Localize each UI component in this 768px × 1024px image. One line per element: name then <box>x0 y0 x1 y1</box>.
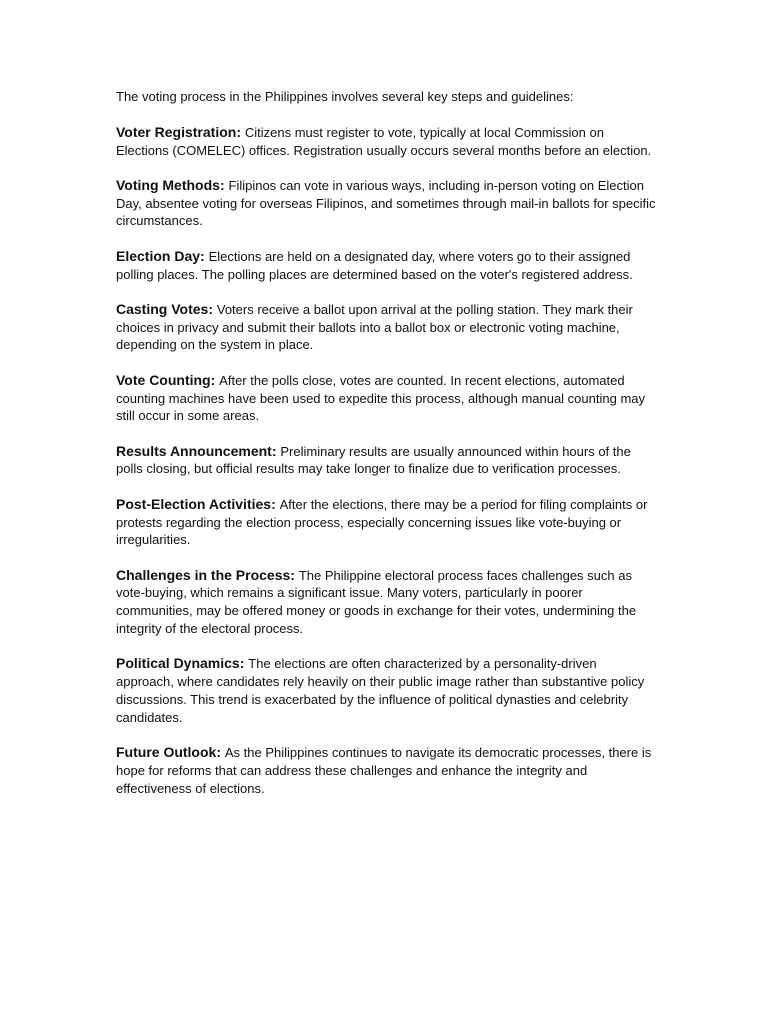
section-text: Citizens must register to vote, typically at local Commission on Elections (COMELEC) offices. Registration usually occurs several months before an election. <box>116 124 652 158</box>
section-future-outlook <box>116 744 656 797</box>
section-heading: Voter Registration: <box>116 123 245 140</box>
section-text: The Philippine electoral process faces challenges such as vote-buying, which remains a significant issue. Many voters, particularly in poorer communities, may be offered money or goods in exchange for their votes, undermining the integrity of the electoral process. <box>116 567 637 637</box>
section-challenges <box>116 567 656 638</box>
section-heading: Casting Votes: <box>116 300 217 317</box>
section-casting-votes <box>116 301 656 354</box>
section-results-announcement <box>116 443 656 479</box>
section-post-election-activities <box>116 496 656 549</box>
section-voter-registration <box>116 124 656 160</box>
document-page <box>116 88 656 815</box>
section-political-dynamics <box>116 655 656 726</box>
section-text: After the elections, there may be a period for filing complaints or protests regarding the election process, especially concerning issues like vote-buying or irregularities. <box>116 496 648 548</box>
section-text: Elections are held on a designated day, where voters go to their assigned polling places. The polling places are determined based on the voter's registered address. <box>116 248 633 282</box>
section-heading: Post-Election Activities: <box>116 495 280 512</box>
section-heading: Challenges in the Process: <box>116 566 299 583</box>
section-heading: Future Outlook: <box>116 744 225 761</box>
section-text: Preliminary results are usually announced within hours of the polls closing, but official results may take longer to finalize due to verification processes. <box>116 443 631 477</box>
section-text: As the Philippines continues to navigate its democratic processes, there is hope for reforms that can address these challenges and enhance the integrity and effectiveness of elections. <box>116 745 652 796</box>
section-heading: Political Dynamics: <box>116 655 249 672</box>
section-election-day <box>116 248 656 284</box>
section-heading: Voting Methods: <box>116 176 229 193</box>
section-voting-methods <box>116 177 656 230</box>
section-heading: Results Announcement: <box>116 442 281 459</box>
section-text: Voters receive a ballot upon arrival at the polling station. They mark their choices in privacy and submit their ballots into a ballot box or electronic voting machine, depending on the system in place. <box>116 301 633 353</box>
section-heading: Election Day: <box>116 247 209 264</box>
section-text: The elections are often characterized by a personality-driven approach, where candidates rely heavily on their public image rather than substantive policy discussions. This trend is exacerbated by the influence of political dynasties and celebrity candidates. <box>116 656 645 725</box>
intro-paragraph: The voting process in the Philippines involves several key steps and guidelines: <box>116 89 574 104</box>
section-vote-counting <box>116 372 656 425</box>
section-text: After the polls close, votes are counted. In recent elections, automated counting machines have been used to expedite this process, although manual counting may still occur in some areas. <box>116 372 646 424</box>
section-text: Filipinos can vote in various ways, including in-person voting on Election Day, absentee voting for overseas Filipinos, and sometimes through mail-in ballots for specific circumstances. <box>116 177 656 229</box>
section-heading: Vote Counting: <box>116 371 220 388</box>
